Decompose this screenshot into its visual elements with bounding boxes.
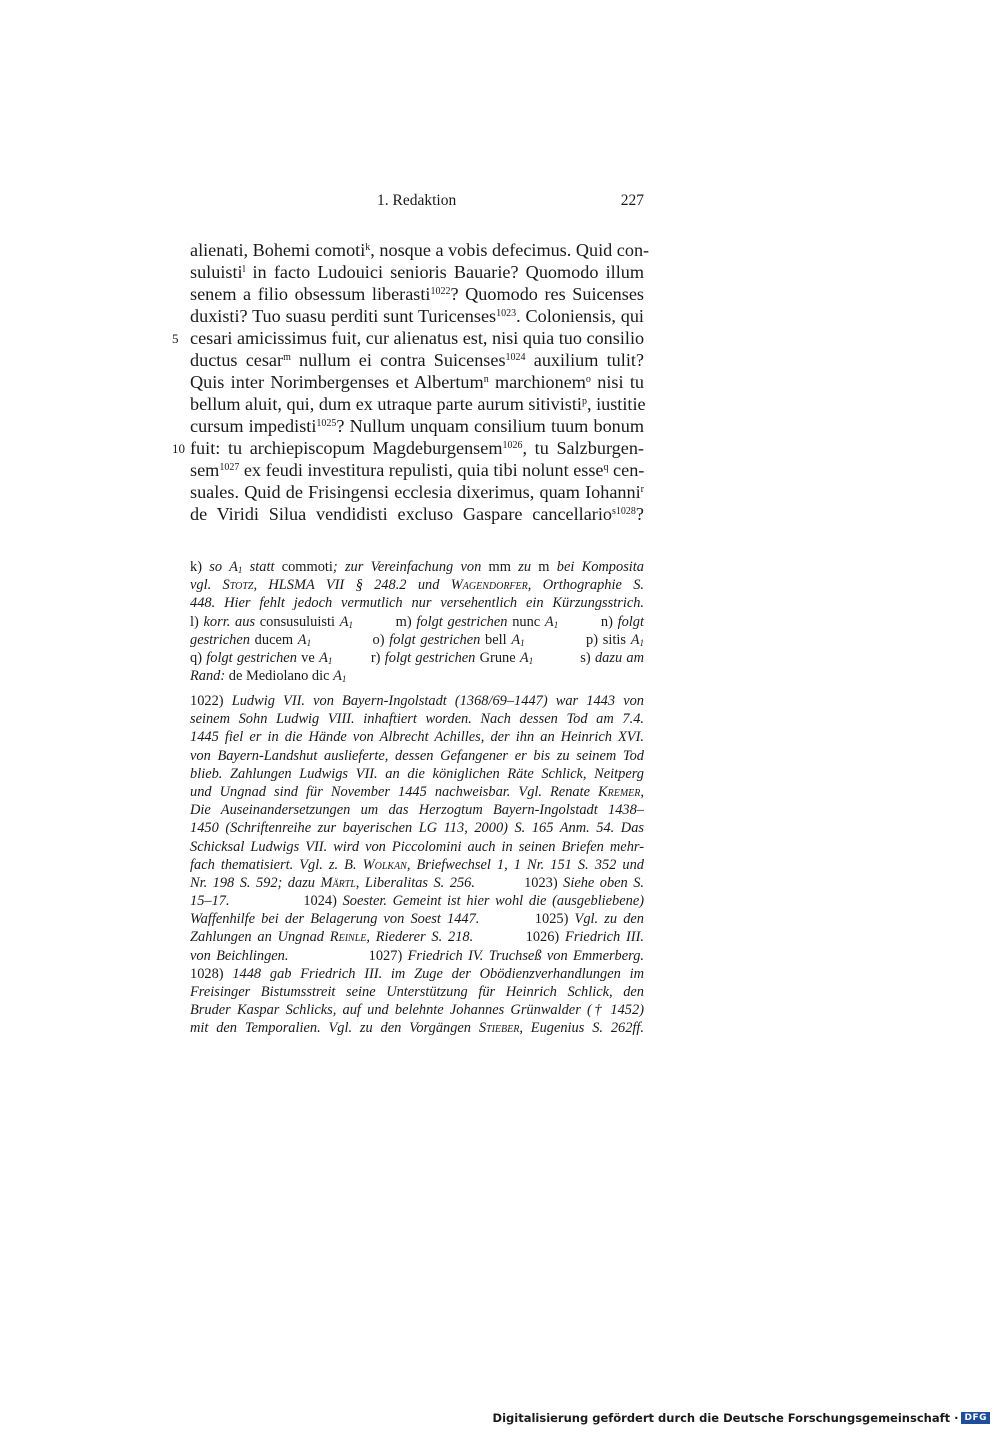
note-line: Freisinger Bistumsstreit seine Unterstützung für Heinrich Schlick, den xyxy=(190,984,644,1000)
note-line: Nr. 198 S. 592; dazu Märtl, Liberalitas S. 256. 1023) Siehe oben S. xyxy=(190,874,644,891)
apparatus-line: k) so $A_1$ statt commoti; zur Vereinfachung von mm zu m bei Komposita xyxy=(190,559,644,575)
note-line: 15–17. 1024) Soester. Gemeint ist hier wohl die (ausgebliebene) xyxy=(190,893,645,910)
line-text: ductus cesar$^m$ nullum ei contra Suicenses$^{1024}$ auxilium tulit? xyxy=(190,350,644,370)
text-line xyxy=(190,261,644,283)
line-text: sem$^{1027}$ ex feudi investitura repulisti, quia tibi nolunt esse$^q$ cen- xyxy=(190,460,645,480)
line-text: fuit: tu archiepiscopum Magdeburgensem$^{1026}$, tu Salzburgen- xyxy=(190,438,644,458)
text-line xyxy=(190,239,650,261)
note-line: Waffenhilfe bei der Belagerung von Soest 1447. 1025) Vgl. zu den xyxy=(190,911,644,928)
note-line: und Ungnad sind für November 1445 nachweisbar. Vgl. Renate Kremer, xyxy=(190,783,644,800)
text-line xyxy=(190,503,644,525)
note-line: fach thematisiert. Vgl. z. B. Wolkan, Briefwechsel 1, 1 Nr. 151 S. 352 und xyxy=(190,856,645,873)
line-text: cesari amicissimus fuit, cur alienatus est, nisi quia tuo consilio xyxy=(190,328,645,348)
text-line xyxy=(190,283,644,305)
note-line: mit den Temporalien. Vgl. zu den Vorgängen Stieber, Eugenius S. 262ff. xyxy=(190,1020,644,1037)
note-line: 1445 fiel er in die Hände von Albrecht Achilles, der ihn an Heinrich XVI. xyxy=(190,729,644,746)
note-line: seinem Sohn Ludwig VIII. inhaftiert worden. Nach dessen Tod am 7.4. xyxy=(190,711,644,728)
apparatus-line: 448. Hier fehlt jedoch vermutlich nur versehentlich ein Kürzungsstrich. xyxy=(190,595,644,612)
line-text: de Viridi Silua vendidisti excluso Gaspare cancellario$^{s1028}$? xyxy=(190,504,644,524)
apparatus-line: q) folgt gestrichen ve $A_1$ r) folgt gestrichen Grune $A_1$ s) dazu am xyxy=(190,649,645,666)
page-number: 227 xyxy=(620,192,644,209)
text-line xyxy=(190,415,644,437)
apparatus-line: vgl. Stotz, HLSMA VII § 248.2 und Wagendorfer, Orthographie S. xyxy=(190,577,644,594)
text-line xyxy=(190,305,644,327)
funding-footer xyxy=(493,1410,990,1426)
main-text xyxy=(172,239,650,525)
line-text: alienati, Bohemi comoti$^k$, nosque a vobis defecimus. Quid con- xyxy=(190,240,650,260)
note-line: blieb. Zahlungen Ludwigs VII. an die königlichen Räte Schlick, Neitperg xyxy=(190,765,644,782)
text-line xyxy=(172,327,645,349)
line-number: 10 xyxy=(172,441,185,456)
running-head-title: 1. Redaktion xyxy=(377,192,457,209)
line-text: cursum impedisti$^{1025}$? Nullum unquam consilium tuum bonum xyxy=(190,416,644,436)
line-text: suales. Quid de Frisingensi ecclesia dixerimus, quam Iohanni$^r$ xyxy=(190,482,644,502)
commentary-notes xyxy=(190,692,644,1038)
line-text: duxisti? Tuo suasu perditi sunt Turicenses$^{1023}$. Coloniensis, qui xyxy=(190,306,644,326)
line-text: bellum aluit, qui, dum ex utraque parte aurum sitivisti$^p$, iustitie xyxy=(190,394,646,414)
text-line xyxy=(172,437,644,459)
note-line: 1028) 1448 gab Friedrich III. im Zuge der Obödienzverhandlungen im xyxy=(190,965,644,982)
dfg-logo-icon: DFG xyxy=(961,1412,990,1424)
note-line: von Beichlingen. 1027) Friedrich IV. Truchseß von Emmerberg. xyxy=(190,947,644,964)
note-line: von Bayern-Landshut auslieferte, dessen Gefangener er bis zu seinem Tod xyxy=(190,747,644,764)
note-line: Die Auseinandersetzungen um das Herzogtum Bayern-Ingolstadt 1438– xyxy=(190,802,644,819)
note-line: Zahlungen an Ungnad Reinle, Riederer S. 218. 1026) Friedrich III. xyxy=(190,929,644,946)
note-line: 1450 (Schriftenreihe zur bayerischen LG 113, 2000) S. 165 Anm. 54. Das xyxy=(190,820,644,837)
note-line: Bruder Kaspar Schlicks, auf und belehnte Johannes Grünwalder († 1452) xyxy=(190,1002,644,1019)
line-text: suluisti$^l$ in facto Ludouici senioris Bauarie? Quomodo illum xyxy=(190,262,644,282)
text-line xyxy=(190,393,644,415)
text-line xyxy=(190,349,644,371)
funding-text: Digitalisierung gefördert durch die Deutsche Forschungsgemeinschaft · xyxy=(492,1411,959,1425)
running-head xyxy=(190,192,644,214)
apparatus-line: l) korr. aus consusuluisti $A_1$ m) folgt gestrichen nunc $A_1$ n) folgt xyxy=(190,613,644,630)
critical-apparatus xyxy=(190,558,644,685)
line-text: Quis inter Norimbergenses et Albertum$^n$ marchionem$^o$ nisi tu xyxy=(190,372,644,392)
text-line xyxy=(190,371,644,393)
text-line xyxy=(190,481,644,503)
text-line xyxy=(190,459,644,481)
line-text: senem a filio obsessum liberasti$^{1022}$? Quomodo res Suicenses xyxy=(190,284,644,304)
note-line: Schicksal Ludwigs VII. wird von Piccolomini auch in seinen Briefen mehr- xyxy=(190,838,644,855)
line-number: 5 xyxy=(172,331,179,346)
apparatus-line: Rand: de Mediolano dic $A_1$ xyxy=(190,668,347,685)
apparatus-line: gestrichen ducem $A_1$ o) folgt gestrichen bell $A_1$ p) sitis $A_1$ xyxy=(190,631,644,648)
note-line: 1022) Ludwig VII. von Bayern-Ingolstadt (1368/69–1447) war 1443 von xyxy=(190,693,644,709)
